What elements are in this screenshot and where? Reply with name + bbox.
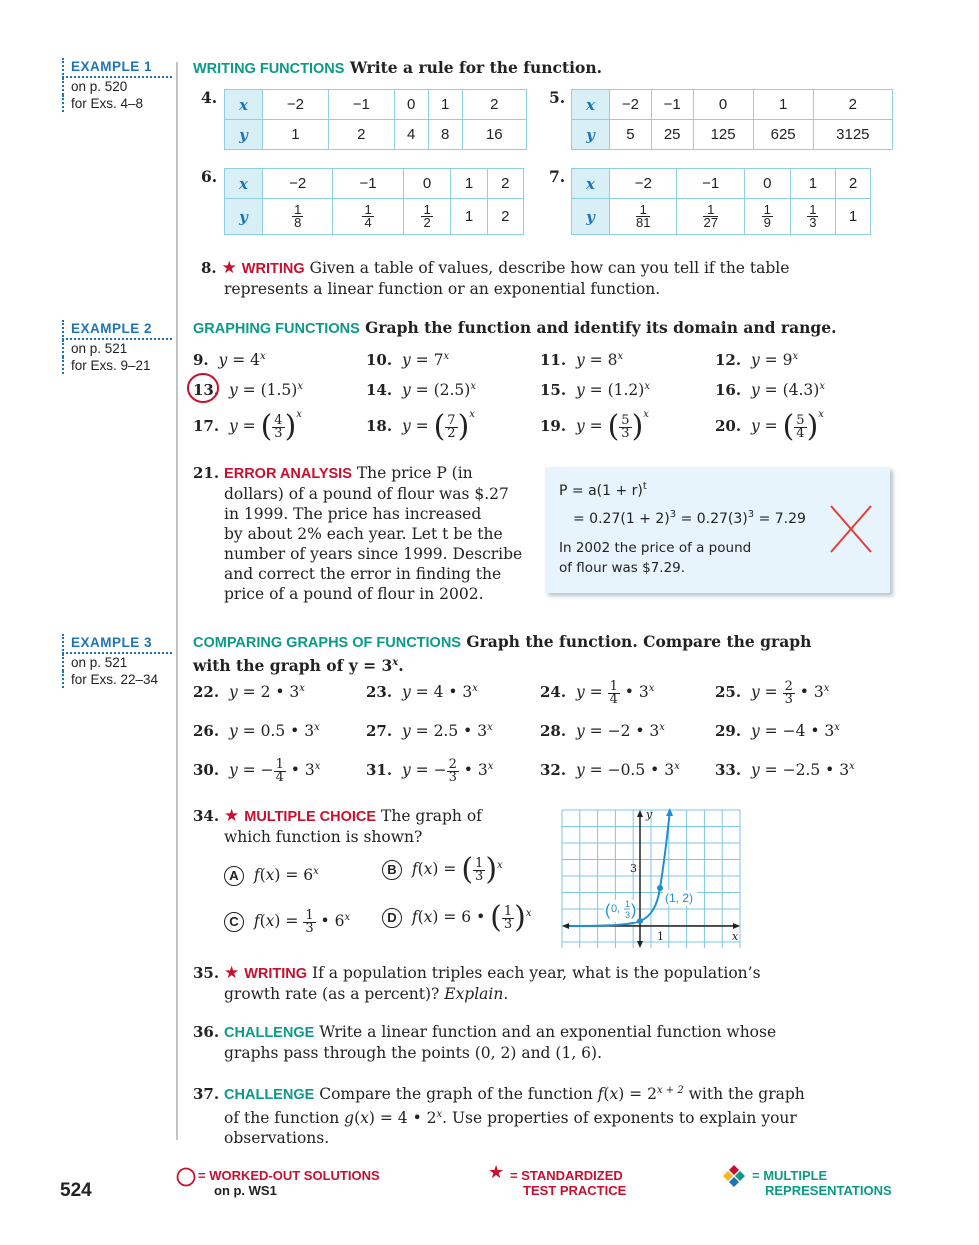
exercise-item: 19. y = ( $\frac{5}{3}$ ) $^x$ [540, 409, 649, 444]
example-exercises: for Exs. 22–34 [62, 671, 172, 688]
example-page: on p. 521 [62, 340, 172, 357]
table-cell: −2 [263, 169, 333, 199]
exercise-8 [201, 258, 821, 299]
svg-text:y: y [646, 808, 653, 821]
legend-text: REPRESENTATIONS [765, 1183, 892, 1198]
table-cell: 2 [487, 199, 523, 235]
worked-out-circle-icon [186, 372, 220, 404]
exercise-item: 16. $y = (4.3)^x$ [715, 381, 825, 399]
exercise-label: ERROR ANALYSIS [224, 466, 352, 482]
error-x-icon [828, 503, 874, 555]
exercise-text: The price P (in [356, 464, 473, 482]
svg-text:(1, 2): (1, 2) [665, 891, 694, 905]
exercise-text: price of a pound of flour in 2002. [224, 585, 484, 603]
choice-d[interactable]: D f(x) = 6 • ( $\frac{1}{3}$ ) $^x$ [382, 903, 532, 933]
choice-a-icon: A [224, 866, 244, 886]
table-header: y [572, 199, 610, 235]
exercise-text: observations. [224, 1129, 330, 1147]
svg-text:1: 1 [657, 930, 664, 943]
table-cell: 125 [693, 120, 753, 150]
example-title: EXAMPLE 2 [62, 320, 172, 340]
star-icon: ★ [224, 806, 240, 826]
table-cell: $\frac{1}{8}$ [263, 199, 333, 235]
section-comparing-graphs: COMPARING GRAPHS OF FUNCTIONS Graph the function. Compare the graph with the graph of $y = 3^x$. [193, 632, 812, 675]
table-cell: 1 [451, 169, 487, 199]
exercise-text: If a population triples each year, what is the population’s [312, 964, 761, 982]
exercise-number: 7. [549, 167, 566, 186]
table-header: y [572, 120, 610, 150]
table-row [225, 169, 524, 199]
legend-text: TEST PRACTICE [523, 1183, 627, 1198]
exercise-text: by about 2% each year. Let t be the [224, 525, 503, 543]
svg-text:x: x [732, 930, 739, 943]
work-line-3: In 2002 the price of a pound [559, 540, 752, 556]
table-row [572, 199, 871, 235]
table-cell: −1 [333, 169, 403, 199]
table-cell: 2 [487, 169, 523, 199]
svg-text:3: 3 [625, 910, 631, 920]
exercise-item: 20. y = ( $\frac{5}{4}$ ) $^x$ [715, 409, 824, 444]
legend-text: = WORKED-OUT SOLUTIONS [198, 1168, 380, 1183]
legend-worked-out [198, 1168, 380, 1198]
svg-text:3: 3 [630, 862, 637, 875]
multiple-representations-icon [722, 1164, 746, 1188]
exercise-text: Write a linear function and an exponential function whose [319, 1023, 777, 1041]
example-ref-2 [62, 320, 172, 374]
exercise-text: . Use properties of exponents to explain your [442, 1109, 797, 1127]
table-header: x [572, 169, 610, 199]
exercise-item: 25. y = $\frac{2}{3}$ • 3$^x$ [715, 678, 830, 707]
exercise-item: 22. y = 2 • 3$^x$ [193, 683, 305, 701]
section-instruction: Graph the function. Compare the graph [466, 632, 812, 651]
table-cell: −2 [263, 90, 329, 120]
exercise-item: 11. $y = 8^x$ [540, 351, 624, 369]
legend-standardized [510, 1168, 626, 1198]
legend-text: on p. WS1 [214, 1183, 277, 1198]
table-cell: 0 [403, 169, 451, 199]
table-cell: 1 [263, 120, 329, 150]
table-cell: −1 [328, 90, 394, 120]
exercise-item: 32. y = −0.5 • 3$^x$ [540, 761, 680, 779]
exercise-item: 13. $y = (1.5)^x$ [193, 381, 303, 399]
work-line-4: of flour was $7.29. [559, 560, 686, 576]
choice-b[interactable]: B f(x) = ( $\frac{1}{3}$ ) $^x$ [382, 855, 503, 885]
table-row [225, 120, 527, 150]
exercise-label: WRITING [241, 261, 305, 277]
example-exercises: for Exs. 9–21 [62, 357, 172, 374]
table-cell: $\frac{1}{4}$ [333, 199, 403, 235]
table-cell: −1 [677, 169, 744, 199]
choice-d-icon: D [382, 908, 402, 928]
exercise-number: 34. [193, 807, 220, 825]
svg-text:): ) [631, 902, 637, 919]
exercise-text: Explain. [444, 985, 509, 1003]
table-cell: 625 [753, 120, 813, 150]
function-table-7 [571, 168, 871, 235]
example-ref-3 [62, 634, 172, 688]
exercise-34 [193, 806, 523, 847]
table-cell: $\frac{1}{81}$ [610, 199, 677, 235]
exercise-item: 18. y = ( $\frac{7}{2}$ ) $^x$ [366, 409, 475, 444]
table-cell: 1 [790, 169, 836, 199]
exercise-item: 30. y = − $\frac{1}{4}$ • 3$^x$ [193, 756, 321, 785]
exercise-text: in 1999. The price has increased [224, 505, 482, 523]
exercise-36 [193, 1022, 813, 1063]
table-cell: $\frac{1}{27}$ [677, 199, 744, 235]
exercise-number: 5. [549, 88, 566, 107]
exercise-item: 12. $y = 9^x$ [715, 351, 799, 369]
section-label: GRAPHING FUNCTIONS [193, 321, 360, 337]
exercise-21 [193, 463, 533, 604]
section-label: WRITING FUNCTIONS [193, 61, 345, 77]
exercise-item: 24. y = $\frac{1}{4}$ • 3$^x$ [540, 678, 655, 707]
table-cell: −2 [610, 169, 677, 199]
section-instruction: Graph the function and identify its domain and range. [365, 318, 837, 337]
table-row [572, 120, 893, 150]
exercise-item: 23. y = 4 • 3$^x$ [366, 683, 478, 701]
work-line-2: = $0.27(1 + 2)^3 = 0.27(3)^3 = 7.29$ [573, 509, 806, 527]
table-cell: 25 [651, 120, 693, 150]
exponential-graph [560, 808, 742, 950]
table-row [225, 90, 527, 120]
svg-text:(: ( [605, 902, 611, 919]
exercise-number: 6. [201, 167, 218, 186]
section-graphing-functions [193, 318, 836, 337]
example-page: on p. 520 [62, 78, 172, 95]
table-cell: 1 [753, 90, 813, 120]
exercise-text: dollars) of a pound of flour was $.27 [224, 485, 509, 503]
exercise-37: 37. CHALLENGE Compare the graph of the function $f(x) = 2^{x + 2}$ with the graph of the function g(x) = 4 • 2$^x$. Use properties of exponents to explain your observations. [193, 1085, 805, 1147]
table-cell: $\frac{1}{2}$ [403, 199, 451, 235]
function-table-5 [571, 89, 893, 150]
exercise-item: 31. y = − $\frac{2}{3}$ • 3$^x$ [366, 756, 494, 785]
svg-text:0,: 0, [611, 903, 621, 915]
exercise-35 [193, 963, 813, 1004]
exercise-text: Compare the graph of the function [319, 1085, 593, 1103]
table-header: x [225, 169, 263, 199]
exercise-item: 10. $y = 7^x$ [366, 351, 450, 369]
exercise-text: which function is shown? [224, 828, 423, 846]
exercise-item: 9. $y = 4^x$ [193, 351, 266, 369]
example-ref-1 [62, 58, 172, 112]
choice-c-icon: C [224, 912, 244, 932]
exercise-label: CHALLENGE [224, 1087, 315, 1103]
exercise-number: 8. [201, 259, 217, 277]
star-icon: ★ [488, 1162, 505, 1183]
table-cell: −2 [610, 90, 652, 120]
exercise-text: represents a linear function or an exponential function. [224, 280, 661, 298]
margin-divider [176, 62, 178, 1140]
svg-text:1: 1 [625, 899, 631, 909]
table-cell: 0 [744, 169, 790, 199]
example-exercises: for Exs. 4–8 [62, 95, 172, 112]
work-line-1: $P = a(1 + r)^t$ [559, 481, 647, 499]
table-header: y [225, 199, 263, 235]
exercise-number: 37. [193, 1085, 220, 1103]
table-cell: 2 [813, 90, 892, 120]
section-instruction: Write a rule for the function. [349, 58, 602, 77]
table-cell: $\frac{1}{3}$ [790, 199, 836, 235]
table-row [572, 169, 871, 199]
table-cell: −1 [651, 90, 693, 120]
exercise-text: and correct the error in finding the [224, 565, 502, 583]
error-analysis-box [545, 467, 890, 593]
exercise-item: 28. y = −2 • 3$^x$ [540, 722, 665, 740]
table-cell: 1 [836, 199, 871, 235]
table-cell: 0 [693, 90, 753, 120]
table-cell: 2 [462, 90, 526, 120]
table-header: x [225, 90, 263, 120]
exercise-item: 17. y = ( $\frac{4}{3}$ ) $^x$ [193, 409, 302, 444]
table-cell: 8 [428, 120, 462, 150]
table-row [225, 199, 524, 235]
section-writing-functions [193, 58, 602, 77]
exercise-item: 26. y = 0.5 • 3$^x$ [193, 722, 320, 740]
table-cell: 2 [328, 120, 394, 150]
exercise-number: 35. [193, 964, 220, 982]
exercise-text: number of years since 1999. Describe [224, 545, 523, 563]
legend-text: = MULTIPLE [752, 1168, 828, 1183]
table-cell: 4 [394, 120, 428, 150]
exercise-text: graphs pass through the points (0, 2) and (1, 6). [224, 1044, 603, 1062]
exercise-text: Given a table of values, describe how can you tell if the table [309, 259, 790, 277]
table-cell: 1 [428, 90, 462, 120]
example-page: on p. 521 [62, 654, 172, 671]
exercise-item: 27. y = 2.5 • 3$^x$ [366, 722, 493, 740]
exercise-text: The graph of [381, 807, 482, 825]
exercise-label: WRITING [244, 966, 308, 982]
star-icon: ★ [224, 963, 240, 983]
worked-out-circle-icon [176, 1167, 196, 1187]
function-table-6 [224, 168, 524, 235]
exercise-label: MULTIPLE CHOICE [244, 809, 377, 825]
exercise-item: 29. y = −4 • 3$^x$ [715, 722, 840, 740]
exercise-number: 21. [193, 464, 220, 482]
table-cell: 5 [610, 120, 652, 150]
table-cell: 0 [394, 90, 428, 120]
table-row [572, 90, 893, 120]
section-instruction: with the graph of y = 3 [193, 656, 393, 675]
exercise-number: 36. [193, 1023, 220, 1041]
table-cell: $\frac{1}{9}$ [744, 199, 790, 235]
table-header: x [572, 90, 610, 120]
choice-b-icon: B [382, 860, 402, 880]
page-number: 524 [60, 1180, 92, 1201]
table-header: y [225, 120, 263, 150]
exercise-text: growth rate (as a percent)? [224, 985, 440, 1003]
star-icon: ★ [221, 258, 237, 278]
table-cell: 2 [836, 169, 871, 199]
choice-c[interactable]: C f(x) = $\frac{1}{3}$ • 6$^x$ [224, 908, 350, 935]
exercise-text: with the graph [688, 1085, 805, 1103]
exercise-label: CHALLENGE [224, 1025, 315, 1041]
table-cell: 1 [451, 199, 487, 235]
section-label: COMPARING GRAPHS OF FUNCTIONS [193, 635, 461, 651]
choice-a[interactable]: A $f(x) = 6^x$ [224, 862, 319, 886]
function-table-4 [224, 89, 527, 150]
exercise-text: of the function [224, 1109, 340, 1127]
legend-multiple [752, 1168, 892, 1198]
table-cell: 3125 [813, 120, 892, 150]
table-cell: 16 [462, 120, 526, 150]
exercise-item: 15. $y = (1.2)^x$ [540, 381, 650, 399]
example-title: EXAMPLE 3 [62, 634, 172, 654]
exercise-number: 4. [201, 88, 218, 107]
example-title: EXAMPLE 1 [62, 58, 172, 78]
exercise-item: 14. $y = (2.5)^x$ [366, 381, 476, 399]
exercise-item: 33. y = −2.5 • 3$^x$ [715, 761, 855, 779]
legend-text: = STANDARDIZED [510, 1168, 623, 1183]
